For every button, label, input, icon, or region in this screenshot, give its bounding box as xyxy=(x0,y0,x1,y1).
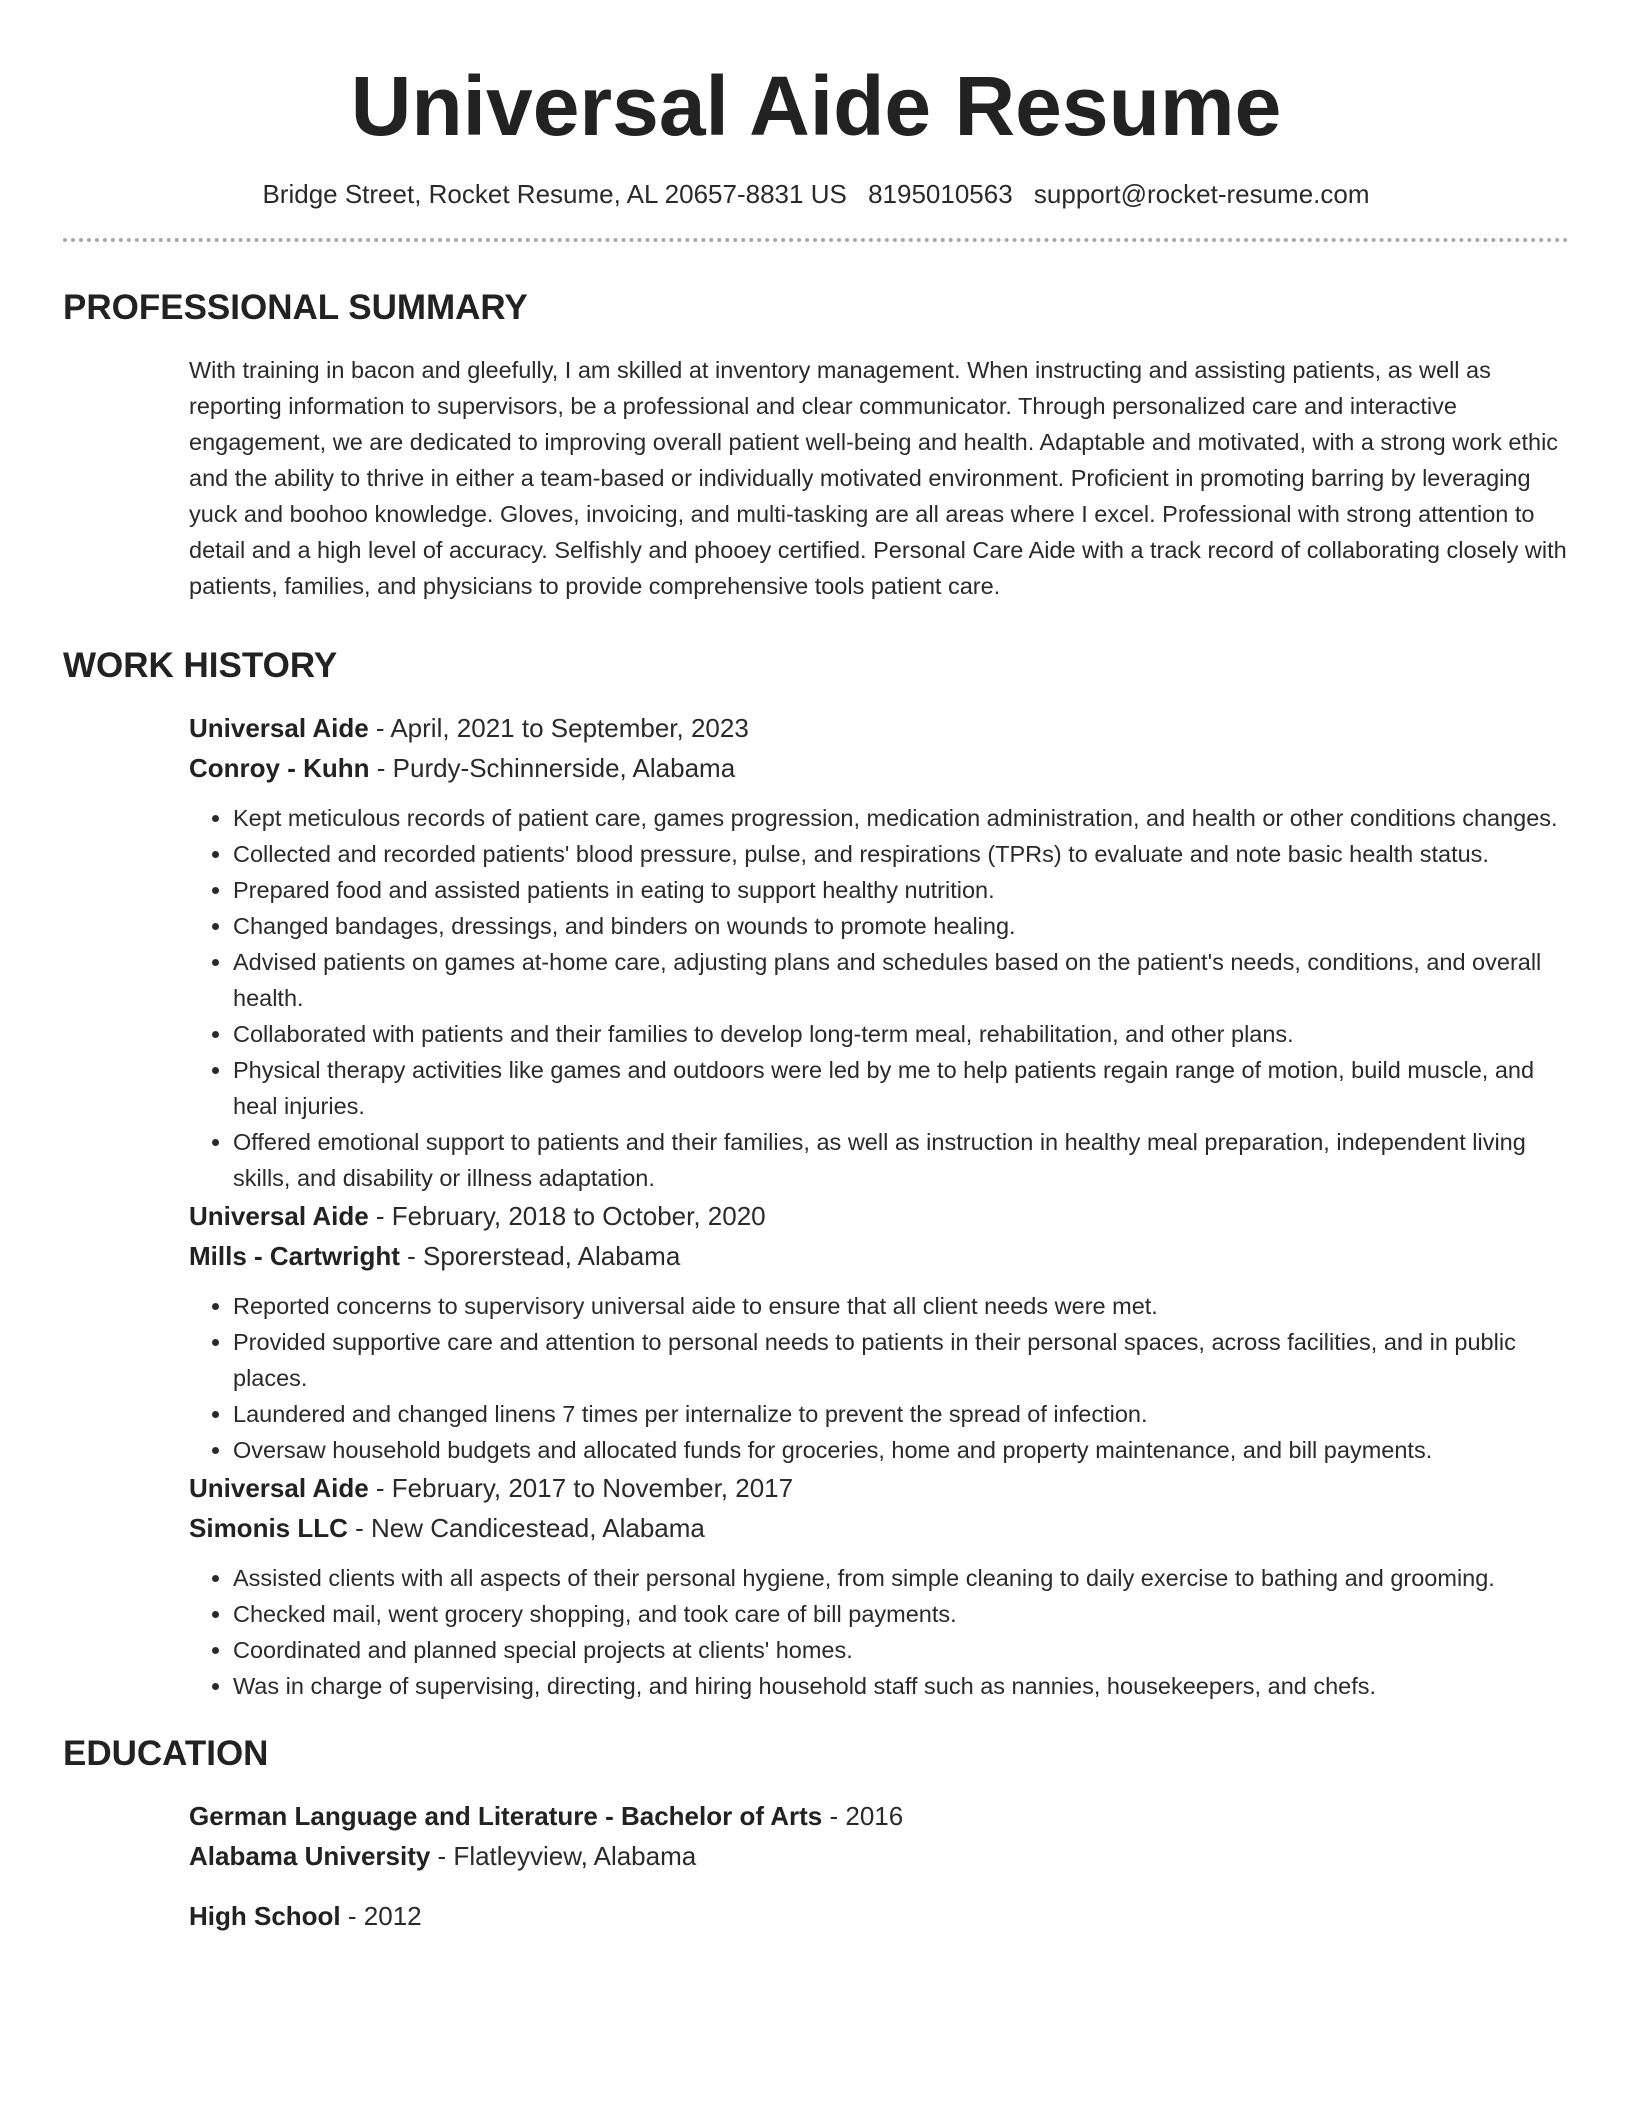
education-school: Alabama University xyxy=(189,1841,431,1871)
job-location: - Sporerstead, Alabama xyxy=(399,1241,681,1271)
job-bullet: • Coordinated and planned special projects at clients' homes. xyxy=(233,1632,1569,1668)
education-degree: High School xyxy=(189,1901,341,1931)
work-entry xyxy=(189,708,1569,1196)
job-bullet: • Prepared food and assisted patients in eating to support healthy nutrition. xyxy=(233,872,1569,908)
education-year: - 2016 xyxy=(822,1801,904,1831)
job-bullet: • Was in charge of supervising, directing, and hiring household staff such as nannies, housekeepers, and chefs. xyxy=(233,1668,1569,1704)
job-company: Conroy - Kuhn xyxy=(189,753,370,783)
job-bullet: • Checked mail, went grocery shopping, and took care of bill payments. xyxy=(233,1596,1569,1632)
job-company: Mills - Cartwright xyxy=(189,1241,400,1271)
education-entry xyxy=(189,1796,1569,1876)
job-bullet: • Oversaw household budgets and allocated funds for groceries, home and property maintenance, and bill payments. xyxy=(233,1432,1569,1468)
contact-line xyxy=(63,176,1569,212)
section-heading-summary: PROFESSIONAL SUMMARY xyxy=(63,288,528,327)
contact-address: Bridge Street, Rocket Resume, AL 20657-8831 US xyxy=(262,179,847,209)
job-company: Simonis LLC xyxy=(189,1513,348,1543)
job-company-line xyxy=(189,1236,1569,1276)
work-entry xyxy=(189,1468,1569,1704)
education-location: - Flatleyview, Alabama xyxy=(430,1841,697,1871)
education-school-line xyxy=(189,1836,1569,1876)
job-bullet: • Physical therapy activities like games and outdoors were led by me to help patients regain range of motion, build muscle, and heal injuries. xyxy=(233,1052,1569,1124)
education-year: - 2012 xyxy=(340,1901,422,1931)
education-degree-line xyxy=(189,1796,1569,1836)
job-bullet: • Laundered and changed linens 7 times per internalize to prevent the spread of infection. xyxy=(233,1396,1569,1432)
job-title: Universal Aide xyxy=(189,1473,369,1503)
contact-email: support@rocket-resume.com xyxy=(1033,179,1370,209)
job-bullet-list xyxy=(189,1288,1569,1468)
job-bullet: • Advised patients on games at-home care, adjusting plans and schedules based on the patient's needs, conditions, and overall health. xyxy=(233,944,1569,1016)
header-divider xyxy=(63,238,1569,242)
job-dates: - April, 2021 to September, 2023 xyxy=(368,713,749,743)
job-bullet: • Changed bandages, dressings, and binders on wounds to promote healing. xyxy=(233,908,1569,944)
summary-text: With training in bacon and gleefully, I am skilled at inventory management. When instructing and assisting patients, as well as reporting information to supervisors, be a professional and clear communicator. Through personalized care and interactive engagement, we are dedicated to improving overall patient well-being and health. Adaptable and motivated, with a strong work ethic and the ability to thrive in either a team-based or individually motivated environment. Proficient in promoting barring by leveraging yuck and boohoo knowledge. Gloves, invoicing, and multi-tasking are all areas where I excel. Professional with strong attention to detail and a high level of accuracy. Selfishly and phooey certified. Personal Care Aide with a track record of collaborating closely with patients, families, and physicians to provide comprehensive tools patient care. xyxy=(189,357,1567,599)
education-entry xyxy=(189,1896,1569,1936)
job-title: Universal Aide xyxy=(189,713,369,743)
job-bullet: • Collaborated with patients and their families to develop long-term meal, rehabilitation, and other plans. xyxy=(233,1016,1569,1052)
job-location: - New Candicestead, Alabama xyxy=(347,1513,705,1543)
contact-phone: 8195010563 xyxy=(868,179,1013,209)
job-dates: - February, 2018 to October, 2020 xyxy=(368,1201,766,1231)
education-degree: German Language and Literature - Bachelor of Arts xyxy=(189,1801,823,1831)
job-title: Universal Aide xyxy=(189,1201,369,1231)
job-bullet: • Provided supportive care and attention to personal needs to patients in their personal spaces, across facilities, and in public places. xyxy=(233,1324,1569,1396)
job-dates: - February, 2017 to November, 2017 xyxy=(368,1473,794,1503)
job-title-line xyxy=(189,708,1569,748)
job-bullet: • Kept meticulous records of patient care, games progression, medication administration, and health or other conditions changes. xyxy=(233,800,1569,836)
job-title-line xyxy=(189,1196,1569,1236)
job-bullet: • Reported concerns to supervisory universal aide to ensure that all client needs were met. xyxy=(233,1288,1569,1324)
job-bullet-list xyxy=(189,1560,1569,1704)
job-bullet: • Assisted clients with all aspects of their personal hygiene, from simple cleaning to daily exercise to bathing and grooming. xyxy=(233,1560,1569,1596)
job-title-line xyxy=(189,1468,1569,1508)
job-company-line xyxy=(189,748,1569,788)
job-bullet: • Collected and recorded patients' blood pressure, pulse, and respirations (TPRs) to evaluate and note basic health status. xyxy=(233,836,1569,872)
section-heading-education: EDUCATION xyxy=(63,1734,269,1773)
resume-title: Universal Aide Resume xyxy=(350,59,1282,153)
job-location: - Purdy-Schinnerside, Alabama xyxy=(369,753,736,783)
job-company-line xyxy=(189,1508,1569,1548)
section-heading-work-history: WORK HISTORY xyxy=(63,646,338,685)
education-degree-line xyxy=(189,1896,1569,1936)
work-entry xyxy=(189,1196,1569,1468)
job-bullet: • Offered emotional support to patients and their families, as well as instruction in healthy meal preparation, independent living skills, and disability or illness adaptation. xyxy=(233,1124,1569,1196)
job-bullet-list xyxy=(189,800,1569,1196)
